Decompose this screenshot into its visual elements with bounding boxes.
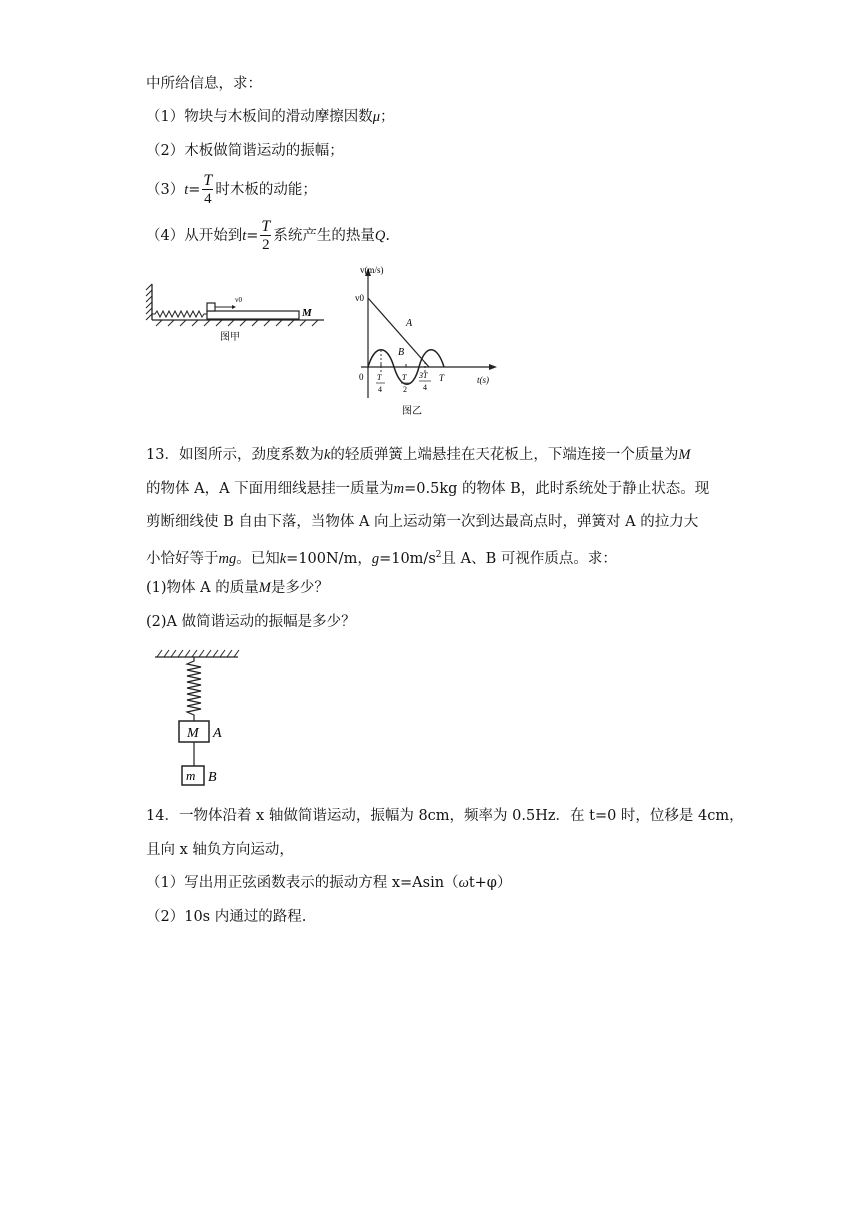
mg-symbol: mg [218,550,237,567]
q12-part1-end: ； [380,109,395,125]
q12-part3-prefix: （3） [146,182,185,198]
q12-part4-prefix: （4）从开始到 [146,228,243,244]
q12-part1-text: （1）物块与木板间的滑动摩擦因数 [146,109,373,125]
k-symbol: k [323,447,331,463]
t-symbol: t [184,182,189,198]
text: （1）写出用正弦函数表示的振动方程 x=Asin（ [146,875,459,891]
wooden-board [207,311,299,319]
x-axis-arrow [489,364,497,370]
text: 的轻质弹簧上端悬挂在天花板上，下端连接一个质量为 [330,447,679,463]
line-A-label: A [406,318,413,329]
board-M-label: M [302,307,312,319]
q14-part1 [146,873,511,893]
q14-part2: （2）10s 内通过的路程. [146,909,307,925]
q13-part2: (2)A 做简谐运动的振幅是多少？ [146,614,356,630]
equals: = [188,182,201,198]
q13-line4 [146,545,617,569]
tick-T4-num: T [377,373,382,382]
q12-intro: 中所给信息，求： [146,76,262,92]
q13-line3: 剪断细线使 B 自由下落，当物体 A 向上运动第一次到达最高点时，弹簧对 A 的拉力大 [146,514,699,530]
M-symbol: M [678,447,691,463]
mass-B-label: B [208,770,217,785]
mass-A-M: M [187,726,199,741]
figure-yi-caption: 图乙 [402,406,422,417]
q12-part4-end: . [385,228,390,244]
q12-part1 [146,107,395,127]
q12-part3 [146,168,317,212]
text: 的物体 A，A 下面用细线悬挂一质量为 [146,481,394,497]
curve-B-label: B [398,347,405,358]
velocity-arrow-head [232,305,236,309]
mu-symbol: μ [372,109,381,125]
ceiling-hatching [157,650,239,657]
k-symbol: k [279,550,287,567]
m-symbol: m [393,481,405,497]
q13-part1 [146,578,329,598]
mass-A-label: A [213,726,222,741]
fraction-denominator: 2 [262,237,270,253]
fraction-t-over-4 [202,172,213,208]
q14-line2: 且向 x 轴负方向运动， [146,842,294,858]
equals: = [246,228,259,244]
t-symbol: t [242,228,247,244]
origin-label: 0 [359,372,364,382]
fraction-t-over-2 [260,218,271,254]
q12-part4-mid: 系统产生的热量 [273,228,375,244]
figure-jia [140,278,330,348]
tick-T4-den: 4 [378,385,382,394]
y-axis-label: v(m/s) [360,265,384,275]
mass-B-m: m [186,768,196,783]
text: =0.5kg 的物体 B，此时系统处于静止状态。现 [404,481,710,497]
M-symbol: M [258,580,271,596]
tick-T2-den: 2 [403,385,407,394]
text: 小恰好等于 [146,550,219,567]
q12-part2: （2）木板做简谐运动的振幅； [146,143,344,159]
text: 是多少？ [270,580,329,596]
omega-symbol: ω [458,875,469,891]
text: (1)物体 A 的质量 [146,580,259,596]
block [207,303,215,311]
figure-jia-caption: 图甲 [220,332,240,343]
text: =100N/m， [286,550,372,567]
q-symbol: Q [374,228,386,244]
q13-line2 [146,479,709,499]
tick-3T4-num: 3T [419,371,428,380]
text: 13．如图所示，劲度系数为 [146,447,324,463]
tick-T2-num: T [402,373,407,382]
v0-tick-label: v0 [355,293,364,303]
g-symbol: g [371,550,380,567]
floor-hatching [156,320,318,326]
fraction-numerator: T [203,172,213,189]
tick-T-label: T [439,373,445,383]
q12-part4 [146,214,390,258]
text: t+φ） [468,875,512,891]
figure-spring-mass [150,645,250,790]
text: 且 A、B 可视作质点。求： [441,550,617,567]
figure-yi-vt-graph [345,260,505,420]
v0-label: v0 [235,296,242,304]
spring [152,311,207,317]
fraction-numerator: T [261,218,271,235]
tick-3T4-den: 4 [423,383,427,392]
q12-part3-suffix: 时木板的动能； [215,182,317,198]
q13-line1 [146,445,690,465]
x-axis-label: t(s) [477,375,489,385]
fraction-denominator: 4 [204,191,212,207]
spring [187,657,201,721]
text: 。已知 [236,550,280,567]
wall-hatching [146,284,152,320]
superscript: 2 [435,550,442,560]
q14-line1: 14．一物体沿着 x 轴做简谐运动，振幅为 8cm，频率为 0.5Hz．在 t=0 时，位移是 4cm， [146,808,744,824]
text: =10m/s [379,550,436,567]
